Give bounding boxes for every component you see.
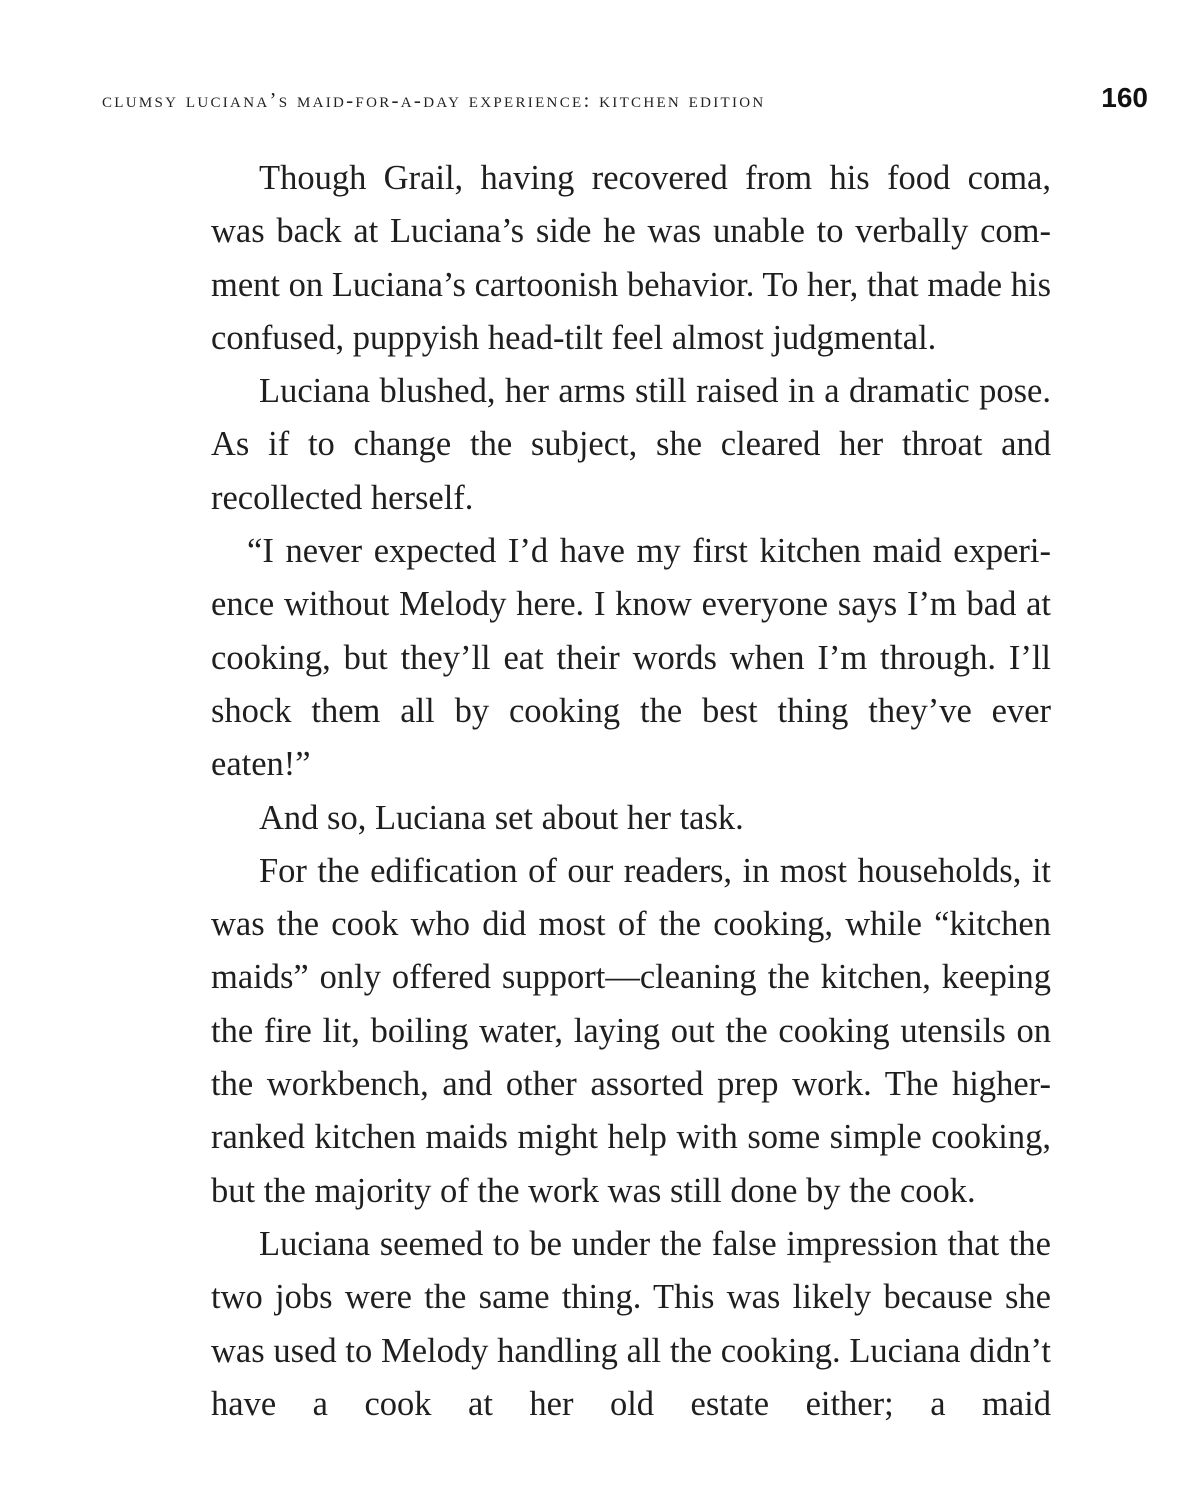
paragraph: For the edification of our readers, in most households, it was the cook who did most of the cooking, while “kitchen maids” only offered support—cleaning the kitchen, keeping the fire lit, boiling water, laying out the cooking utensils on the workbench, and other assorted prep work. The higher-ranked kitchen maids might help with some simple cooking, but the majority of the work was still done by the cook. [211, 851, 1051, 1210]
paragraph: Luciana blushed, her arms still raised in a dramatic pose. As if to change the subject, she cleared her throat and recollected herself. [211, 372, 1051, 517]
paragraph: Though Grail, having recovered from his food coma, was back at Luciana’s side he was unable to verbally comment on Luciana’s cartoonish behavior. To her, that made his confused, puppyish head-tilt feel almost judgmental. [211, 159, 1051, 357]
body-text [211, 152, 1051, 1431]
paragraph: And so, Luciana set about her task. [259, 798, 744, 837]
paragraph: Luciana seemed to be under the false impression that the two jobs were the same thing. This was likely because she was used to Melody handling all the cooking. Luciana didn’t have a cook at her old estate either; a maid [211, 1224, 1051, 1423]
running-header [102, 82, 1152, 118]
running-title: clumsy luciana’s maid-for-a-day experience: kitchen edition [102, 88, 766, 112]
paragraph: “I never expected I’d have my first kitchen maid experience without Melody here. I know everyone says I’m bad at cooking, but they’ll eat their words when I’m through. I’ll shock them all by cooking the best thing they’ve ever eaten!” [211, 532, 1051, 784]
page-number: 160 [1101, 82, 1148, 113]
